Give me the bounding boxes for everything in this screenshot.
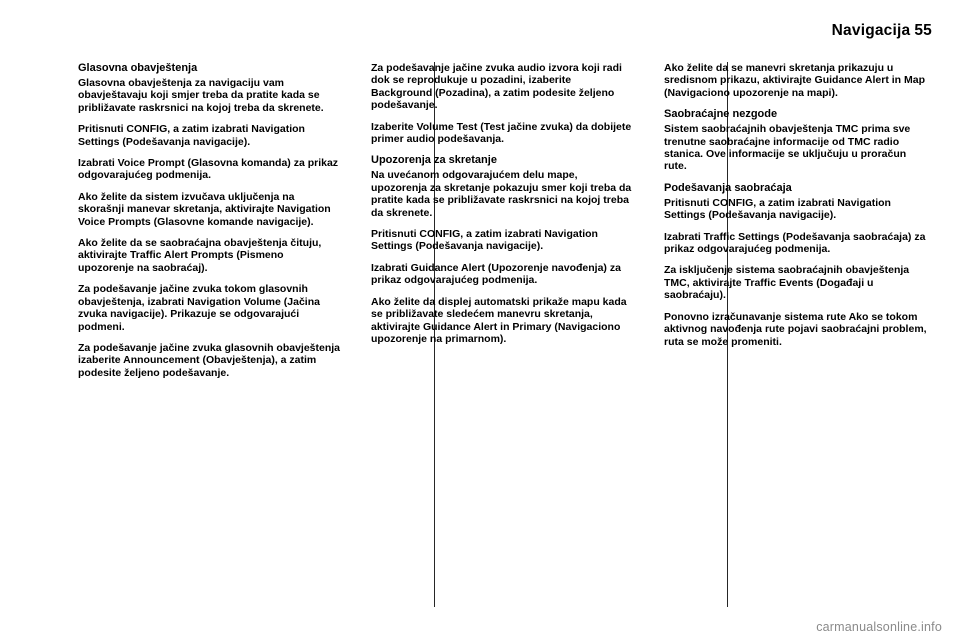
text-column-1 [78,62,342,607]
paragraph: Ako želite da displej automatski prikaže mapu kada se približavate sledećem manevru skretanja, aktivirajte Guidance Alert in Primary (Navigaciono upozorenje na primarnom). [371,295,627,345]
section-heading: Podešavanja saobraćaja [664,181,792,194]
paragraph: Sistem saobraćajnih obavještenja TMC prima sve trenutne saobraćajne informacije od TMC radio stanica. Ove informacije se uključuju u proračun rute. [664,123,911,173]
paragraph: Pritisnuti CONFIG, a zatim izabrati Navigation Settings (Podešavanja navigacije). [78,123,305,148]
section-heading: Glasovna obavještenja Glasovna obavještenja za navigaciju vam obavještavaju koji smjer treba da pratite kada se približavate raskrsnici na kojoj treba da skrenete. [78,62,342,114]
paragraph: Pritisnuti CONFIG, a zatim izabrati Navigation Settings (Podešavanja navigacije). [664,196,891,222]
paragraph: Ako želite da sistem izvučava uključenja na skorašnji manevar skretanja, aktivirajte Navigation Voice Prompts (Glasovne komande navigacije). [78,190,331,228]
text-column-2 [371,62,635,607]
paragraph: Za podešavanje jačine zvuka glasovnih obavještenja izaberite Announcement (Obavještenja), a zatim podesite željeno podešavanje. [78,341,341,379]
paragraph: Izaberite Volume Test (Test jačine zvuka) da dobijete primer audio podešavanja. [371,120,632,146]
paragraph: Ako želite da se saobraćajna obavještenja čituju, aktivirajte Traffic Alert Prompts (Pismeno upozorenje na saobraćaj). [78,237,322,274]
paragraph: Izabrati Guidance Alert (Upozorenje navođenja) za prikaz odgovarajućeg podmenija. [371,261,621,287]
paragraph: Ako želite da se manevri skretanja prikazuju u sredisnom prikazu, aktivirajte Guidance Alert in Map (Navigaciono upozorenje na mapi). [664,62,926,99]
page-header [0,22,960,40]
paragraph: Na uvećanom odgovarajućem delu mape, upozorenja za skretanje pokazuju smer koji treba da pratite kada se približavate raskrsnici na kojoj treba da skrenete. [371,169,632,219]
page-header-title: Navigacija [831,22,911,39]
section-heading: Upozorenja za skretanje [371,154,497,167]
paragraph: Za isključenje sistema saobraćajnih obavještenja TMC, aktivirajte Traffic Events (Događaji u saobraćaju). [664,264,910,302]
paragraph: Glasovna obavještenja za navigaciju vam obavještavaju koji smjer treba da pratite kada se približavate raskrsnici na kojoj treba da skrenete. [78,77,324,114]
section-heading: Saobraćajne nezgode [664,108,778,121]
paragraph: Pritisnuti CONFIG, a zatim izabrati Navigation Settings (Podešavanja navigacije). [371,228,598,253]
paragraph: Ponovno izračunavanje sistema rute Ako se tokom aktivnog navođenja rute pojavi saobraćajni problem, ruta se može promeniti. [664,310,927,348]
watermark: carmanualsonline.info [816,620,942,634]
paragraph: Izabrati Traffic Settings (Podešavanja saobraćaja) za prikaz odgovarajućeg podmenija. [664,230,926,256]
body-columns [78,62,928,607]
page-number: 55 [914,22,932,39]
text-column-3 [664,62,928,607]
paragraph: Za podešavanje jačine zvuka tokom glasovnih obavještenja, izabrati Navigation Volume (Jačina zvuka navigacije). Prikazuje se odgovarajući podmeni. [78,283,320,333]
paragraph: Izabrati Voice Prompt (Glasovna komanda) za prikaz odgovarajućeg podmenija. [78,157,339,182]
paragraph: Za podešavanje jačine zvuka audio izvora koji radi dok se reprodukuje u pozadini, izaberite Background (Pozadina), a zatim podesite željeno podešavanje. [371,62,622,112]
